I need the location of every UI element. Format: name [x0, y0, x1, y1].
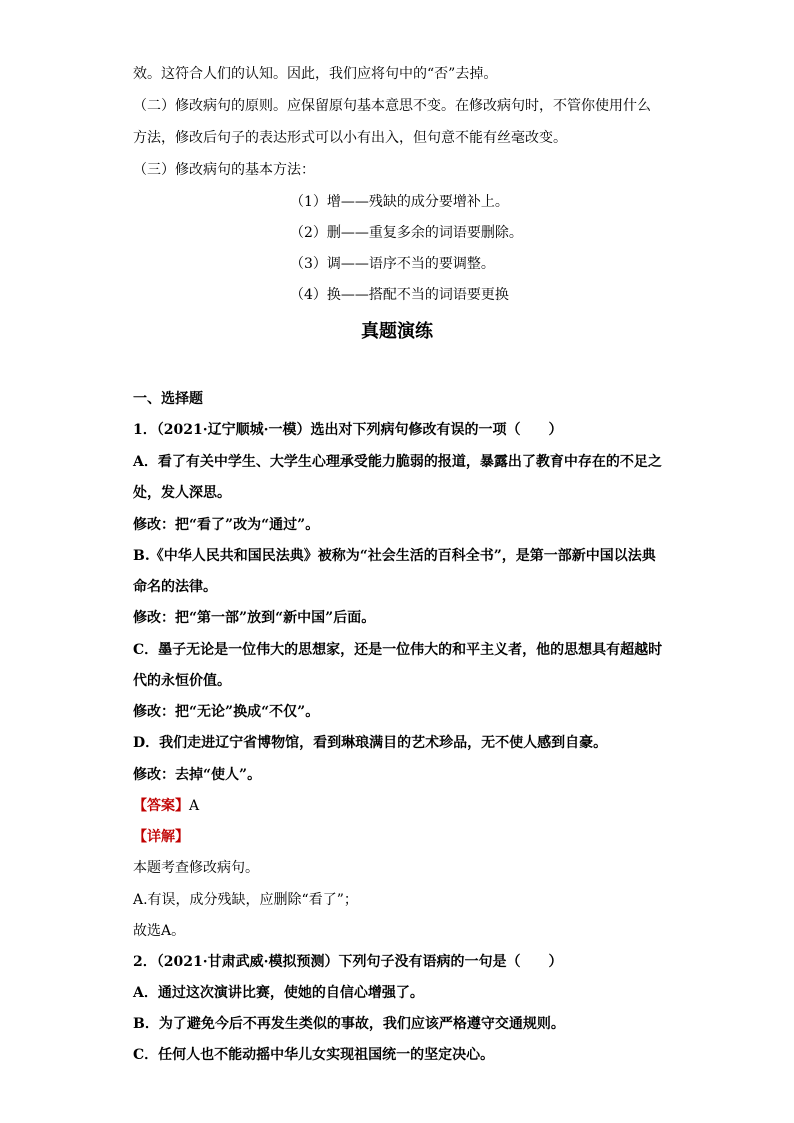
q1-option-c-cont: 代的永恒价值。 — [133, 673, 231, 689]
intro-line-1: 效。这符合人们的认知。因此，我们应将句中的“否”去掉。 — [133, 66, 498, 82]
intro-line-4: （三）修改病句的基本方法： — [133, 162, 315, 178]
q1-fix-b: 修改：把“第一部”放到“新中国”后面。 — [133, 610, 376, 626]
intro-line-2: （二）修改病句的原则。应保留原句基本意思不变。在修改病句时，不管你使用什么 — [133, 98, 651, 114]
method-item: （4）换——搭配不当的词语要更换 — [290, 287, 509, 303]
q2-option-c: C．任何人也不能动摇中华儿女实现祖国统一的坚定决心。 — [133, 1047, 495, 1063]
question-2-stem: 2．（2021·甘肃武威·模拟预测）下列句子没有语病的一句是（ ） — [133, 954, 563, 970]
q1-fix-c: 修改：把“无论”换成“不仅”。 — [133, 704, 320, 720]
section-type: 一、选择题 — [133, 391, 203, 407]
detail-line-3: 故选A。 — [133, 923, 186, 939]
q2-option-a: A．通过这次演讲比赛，使她的自信心增强了。 — [133, 985, 424, 1001]
method-item: （3）调——语序不当的要调整。 — [290, 256, 495, 272]
q1-option-b: B.《中华人民共和国民法典》被称为“社会生活的百科全书”，是第一部新中国以法典 — [133, 548, 656, 564]
q1-option-a: A．看了有关中学生、大学生心理承受能力脆弱的报道，暴露出了教育中存在的不足之 — [133, 454, 662, 470]
detail-label: 【详解】 — [133, 829, 189, 845]
q1-option-c: C．墨子无论是一位伟大的思想家，还是一位伟大的和平主义者，他的思想具有超越时 — [133, 642, 663, 658]
section-title: 真题演练 — [361, 321, 433, 342]
intro-line-3: 方法，修改后句子的表达形式可以小有出入，但句意不能有丝毫改变。 — [133, 130, 567, 146]
question-1-stem: 1．（2021·辽宁顺城·一模）选出对下列病句修改有误的一项（ ） — [133, 422, 563, 438]
q1-option-a-cont: 处，发人深思。 — [133, 485, 231, 501]
method-item: （1）增——残缺的成分要增补上。 — [290, 194, 509, 210]
answer-label: 【答案】 — [133, 798, 189, 814]
answer-value: A — [189, 798, 200, 814]
q1-option-d: D．我们走进辽宁省博物馆，看到琳琅满目的艺术珍品，无不使人感到自豪。 — [133, 735, 608, 751]
detail-line-1: 本题考查修改病句。 — [133, 860, 259, 876]
q2-option-b: B．为了避免今后不再发生类似的事故，我们应该严格遵守交通规则。 — [133, 1016, 565, 1032]
q1-option-b-cont: 命名的法律。 — [133, 579, 217, 595]
q1-fix-a: 修改：把“看了”改为“通过”。 — [133, 517, 320, 533]
method-item: （2）删——重复多余的词语要删除。 — [290, 225, 523, 241]
answer-row — [133, 796, 199, 816]
detail-line-2: A.有误，成分残缺，应删除“看了”； — [133, 892, 358, 908]
q1-fix-d: 修改：去掉“使人”。 — [133, 767, 262, 783]
